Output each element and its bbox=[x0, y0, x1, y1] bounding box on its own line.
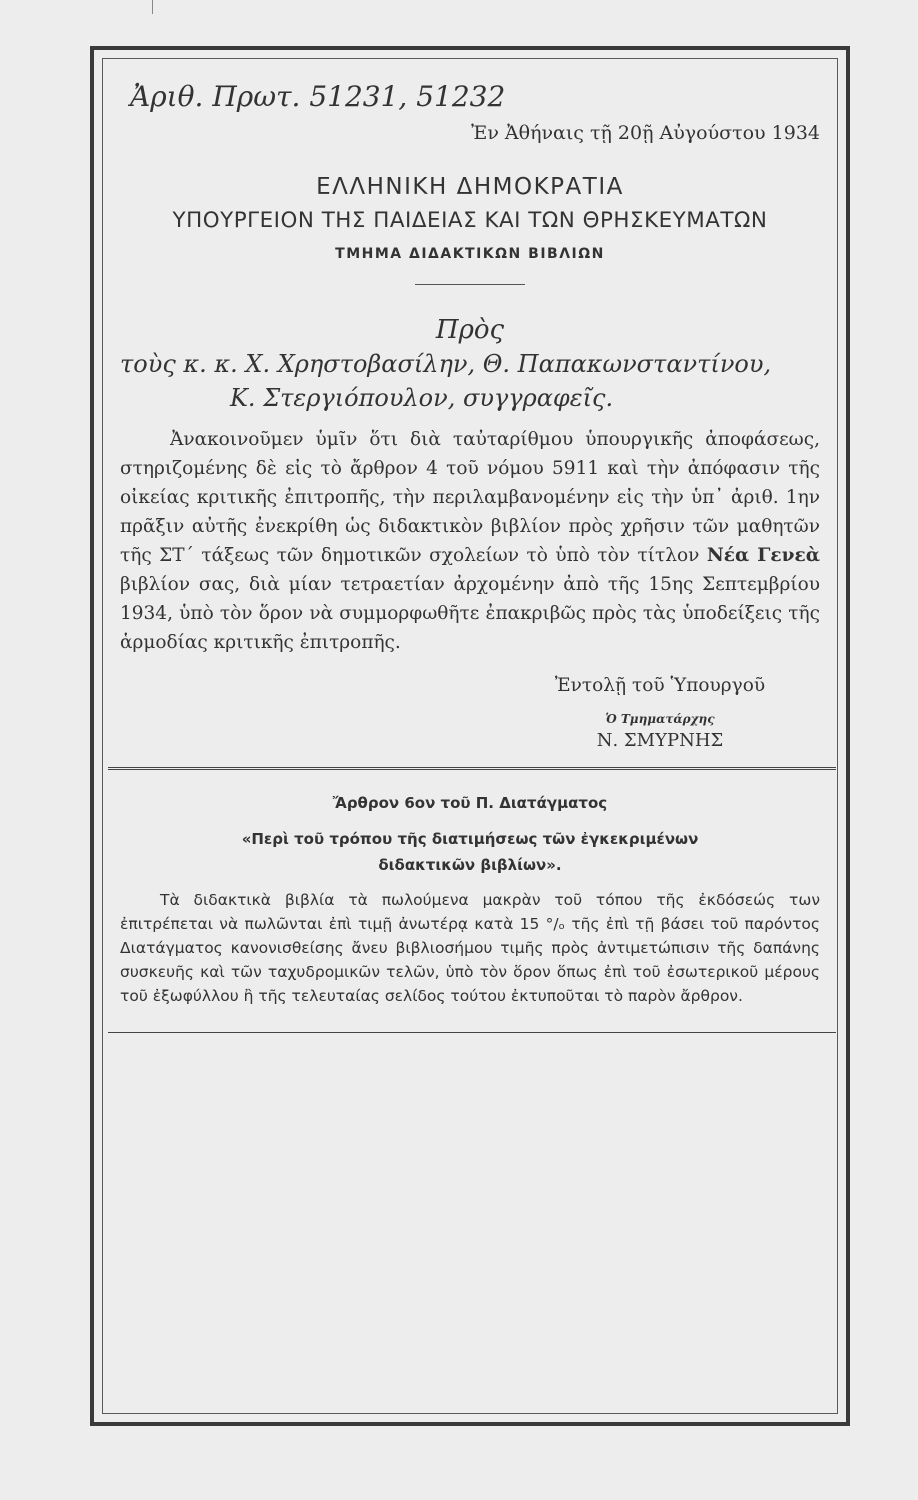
article-subtitle bbox=[120, 826, 820, 878]
document-content bbox=[120, 80, 820, 1033]
article-body: Τὰ διδακτικὰ βιβλία τὰ πωλούμενα μακρὰν τοῦ τόπου τῆς ἐκδόσεώς των ἐπιτρέπεται νὰ πωλῶνται ἐπὶ τιμῇ ἀνωτέρᾳ κατὰ 15 °/ₒ τῆς ἐπὶ τῇ βάσει τοῦ παρόντος Διατάγματος κανονισθείσης ἄνευ βιβλιοσήμου τιμῆς πρὸς ἀντιμετώπισιν τῆς δαπάνης συσκευῆς καὶ τῶν ταχυδρομικῶν τελῶν, ὑπὸ τὸν ὅρον ὅπως ἐπὶ τοῦ ἐσωτερικοῦ μέρους τοῦ ἐξωφύλλου ἢ τῆς τελευταίας σελίδος τούτου ἐκτυποῦται τὸ παρὸν ἄρθρον. bbox=[120, 891, 820, 1005]
letter-body-part-1: Ἀνακοινοῦμεν ὑμῖν ὅτι διὰ ταὐταρίθμου ὑπουργικῆς ἀποφάσεως, στηριζομένης δὲ εἰς τὸ ἄρθρον 4 τοῦ νόμου 5911 καὶ τὴν ἀπόφασιν τῆς οἰκείας κριτικῆς ἐπιτροπῆς, τὴν περιλαμβανομένην εἰς τὴν ὑπ᾽ ἀριθ. 1ην πρᾶξιν αὐτῆς ἐνεκρίθη ὡς διδακτικὸν βιβλίον πρὸς χρῆσιν τῶν μαθητῶν τῆς ΣΤ´ τάξεως τῶν δημοτικῶν σχολείων τὸ ὑπὸ τὸν τίτλον bbox=[120, 429, 820, 566]
short-divider bbox=[415, 284, 525, 285]
scan-mark bbox=[152, 0, 153, 14]
signature-name: Ν. ΣΜΥΡΝΗΣ bbox=[596, 730, 724, 751]
department-name: ΤΜΗΜΑ ΔΙΔΑΚΤΙΚΩΝ ΒΙΒΛΙΩΝ bbox=[335, 246, 605, 262]
ministry-name: ΥΠΟΥΡΓΕΙΟΝ ΤΗΣ ΠΑΙΔΕΙΑΣ ΚΑΙ ΤΩΝ ΘΡΗΣΚΕΥΜΑΤΩΝ bbox=[172, 208, 768, 232]
recipients-line-2: Κ. Στεργιόπουλον, συγγραφεῖς. bbox=[230, 384, 614, 412]
signature-title: Ὁ Τμηματάρχης bbox=[605, 712, 715, 726]
section-divider bbox=[108, 767, 836, 770]
document-date: Ἐν Ἀθήναις τῇ 20ῇ Αὐγούστου 1934 bbox=[471, 122, 820, 144]
protocol-number: Ἀριθ. Πρωτ. 51231, 51232 bbox=[130, 80, 506, 113]
signature-block bbox=[500, 675, 820, 751]
letter-body-part-2: βιβλίον σας, διὰ μίαν τετραετίαν ἀρχομένην ἀπὸ τῆς 15ης Σεπτεμβρίου 1934, ὑπὸ τὸν ὅρον νὰ συμμορφωθῆτε ἐπακριβῶς πρὸς τὰς ὑποδείξεις τῆς ἁρμοδίας κριτικῆς ἐπιτροπῆς. bbox=[120, 574, 820, 653]
recipients-line-1: τοὺς κ. κ. Χ. Χρηστοβασίλην, Θ. Παπακωνσταντίνου, bbox=[120, 350, 772, 378]
signature-order: Ἐντολῇ τοῦ Ὑπουργοῦ bbox=[554, 675, 766, 696]
article-title: Ἄρθρον 6ον τοῦ Π. Διατάγματος bbox=[332, 794, 608, 812]
letter-body bbox=[120, 425, 820, 657]
book-title: Νέα Γενεὰ bbox=[706, 545, 820, 566]
document-frame bbox=[90, 46, 850, 1426]
address-heading: Πρὸς bbox=[435, 315, 505, 345]
bottom-divider bbox=[108, 1032, 836, 1033]
article-subtitle-line-2: διδακτικῶν βιβλίων». bbox=[378, 856, 562, 874]
article-subtitle-line-1: «Περὶ τοῦ τρόπου τῆς διατιμήσεως τῶν ἐγκεκριμένων bbox=[241, 830, 699, 848]
state-name: ΕΛΛΗΝΙΚΗ ΔΗΜΟΚΡΑΤΙΑ bbox=[316, 174, 624, 200]
recipients bbox=[120, 347, 820, 415]
